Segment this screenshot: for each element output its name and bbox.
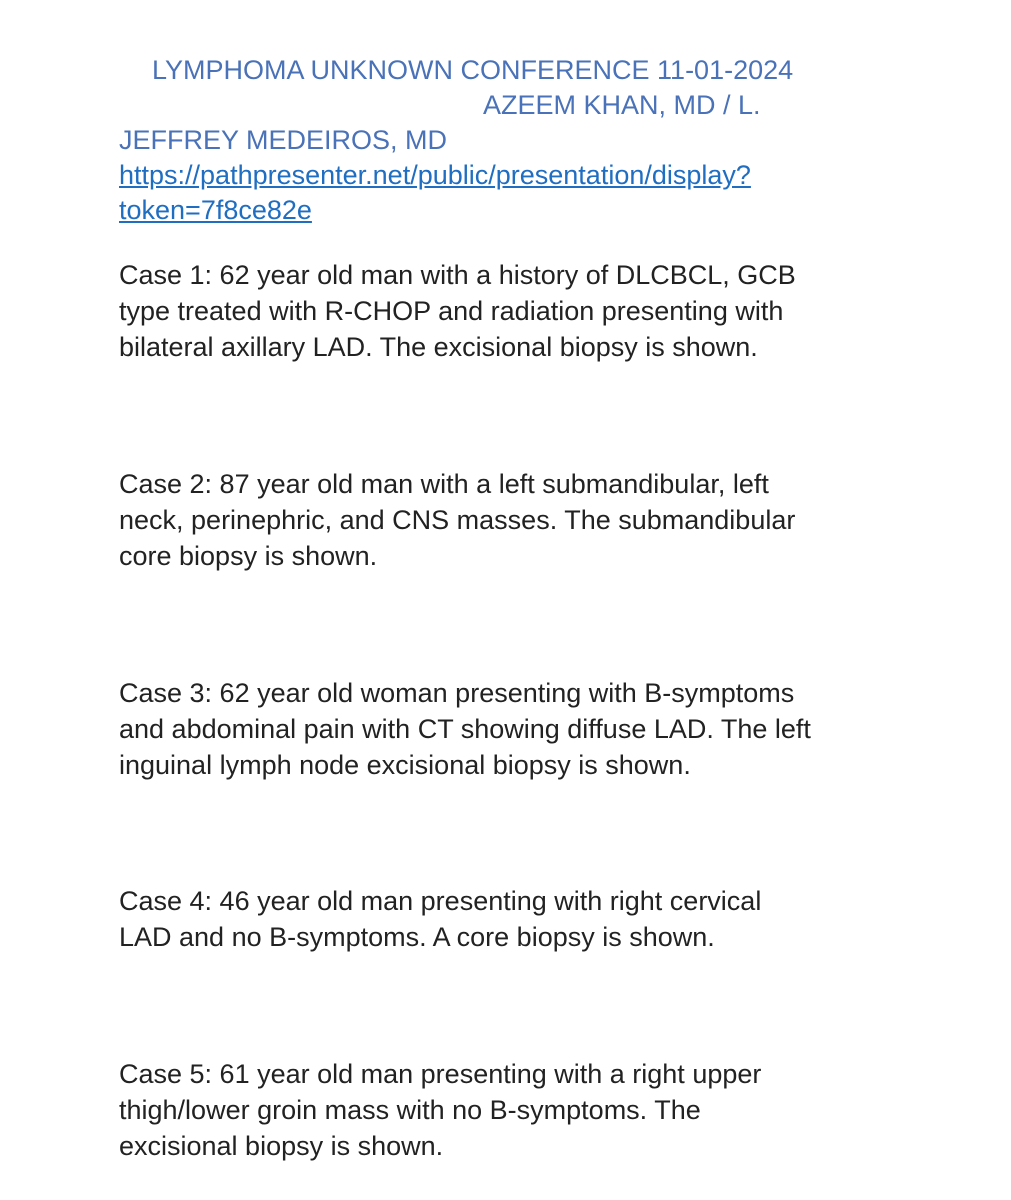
presentation-link-line1[interactable]: https://pathpresenter.net/public/presentation/display?: [119, 160, 751, 190]
case-3-line-1: Case 3: 62 year old woman presenting with B-symptoms: [119, 678, 795, 708]
presenter-names-line2: JEFFREY MEDEIROS, MD: [119, 125, 448, 155]
case-4-line-1: Case 4: 46 year old man presenting with right cervical: [119, 886, 762, 916]
case-2-description: [119, 466, 795, 574]
case-1-line-1: Case 1: 62 year old man with a history of DLCBCL, GCB: [119, 260, 796, 290]
case-5-line-2: thigh/lower groin mass with no B-symptoms. The: [119, 1095, 701, 1125]
case-3-line-3: inguinal lymph node excisional biopsy is shown.: [119, 750, 691, 780]
case-4-line-2: LAD and no B-symptoms. A core biopsy is shown.: [119, 922, 715, 952]
case-2-line-3: core biopsy is shown.: [119, 541, 378, 571]
case-2-line-1: Case 2: 87 year old man with a left submandibular, left: [119, 469, 769, 499]
case-5-description: [119, 1056, 761, 1164]
case-5-line-1: Case 5: 61 year old man presenting with a right upper: [119, 1059, 762, 1089]
case-3-line-2: and abdominal pain with CT showing diffuse LAD. The left: [119, 714, 811, 744]
case-2-line-2: neck, perinephric, and CNS masses. The submandibular: [119, 505, 796, 535]
presenter-names-line1: AZEEM KHAN, MD / L.: [483, 90, 761, 120]
case-4-description: [119, 883, 761, 955]
presentation-link-line2[interactable]: token=7f8ce82e: [119, 195, 312, 225]
conference-title: LYMPHOMA UNKNOWN CONFERENCE 11-01-2024: [152, 55, 794, 85]
case-1-line-2: type treated with R-CHOP and radiation presenting with: [119, 296, 784, 326]
case-5-line-3: excisional biopsy is shown.: [119, 1131, 444, 1161]
case-1-description: [119, 257, 796, 365]
case-3-description: [119, 675, 811, 783]
case-1-line-3: bilateral axillary LAD. The excisional biopsy is shown.: [119, 332, 758, 362]
